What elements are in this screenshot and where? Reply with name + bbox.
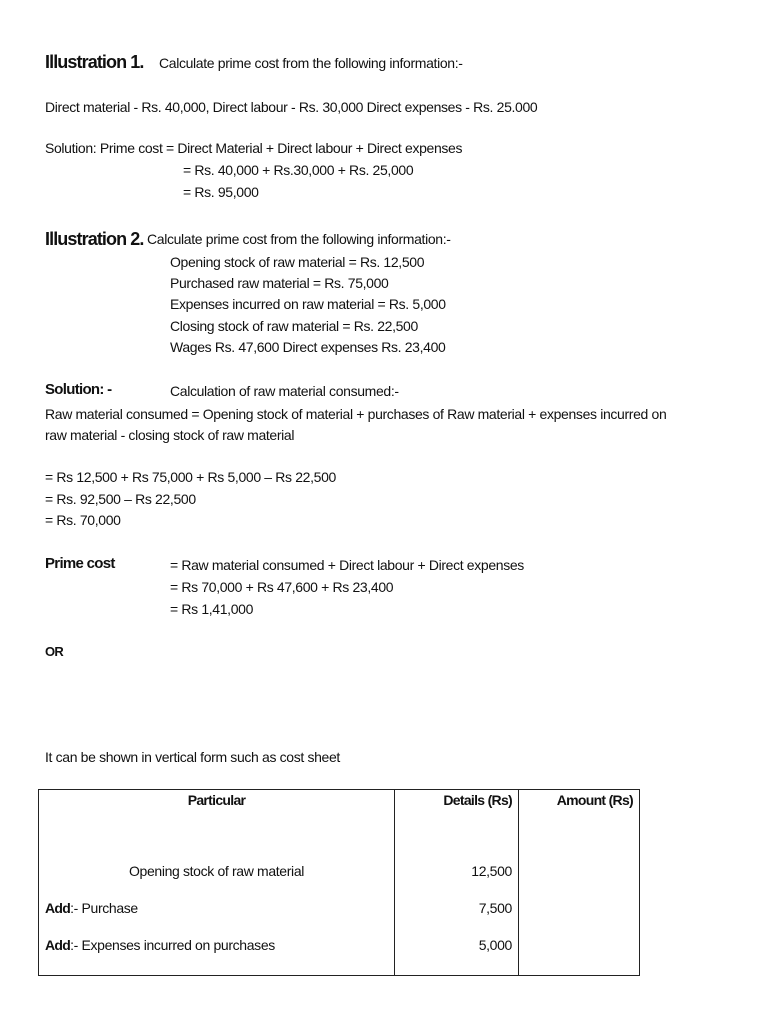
amount-cell [519,852,640,889]
column-header-particular: Particular [39,790,395,853]
table-row [39,889,640,926]
prime-cost-line: = Rs 70,000 + Rs 47,600 + Rs 23,400 [170,579,394,595]
add-prefix: Add [45,899,71,916]
amount-cell [519,889,640,926]
prime-cost-line: = Raw material consumed + Direct labour + Direct expenses [170,557,524,573]
particular-cell [39,889,395,926]
formula-line: Raw material consumed = Opening stock of material + purchases of Raw material + expenses incurred on [45,406,667,422]
row-label: :- Purchase [70,899,138,916]
particular-cell [39,852,395,889]
table-row [39,963,640,976]
calc-line: = Rs. 92,500 – Rs 22,500 [45,491,196,507]
solution-heading: Solution: - [45,381,112,398]
illustration-1-given: Direct material - Rs. 40,000, Direct labour - Rs. 30,000 Direct expenses - Rs. 25.000 [45,99,538,115]
details-cell: 7,500 [395,889,519,926]
given-item: Closing stock of raw material = Rs. 22,500 [170,318,418,334]
add-prefix: Add [45,936,71,953]
calc-line: = Rs. 70,000 [45,512,121,528]
prime-cost-line: = Rs 1,41,000 [170,601,254,617]
illustration-1-solution-line: Solution: Prime cost = Direct Material + Direct labour + Direct expenses [45,140,463,156]
table-row [39,852,640,889]
illustration-1-solution-line: = Rs. 95,000 [183,184,259,200]
illustration-1-prompt: Calculate prime cost from the following information:- [159,55,463,71]
given-item: Expenses incurred on raw material = Rs. 5,000 [170,296,446,312]
or-label: OR [45,644,64,659]
amount-cell [519,926,640,963]
details-cell: 5,000 [395,926,519,963]
calc-line: = Rs 12,500 + Rs 75,000 + Rs 5,000 – Rs 22,500 [45,469,336,485]
illustration-1-solution-line: = Rs. 40,000 + Rs.30,000 + Rs. 25,000 [183,162,414,178]
table-header-row [39,790,640,853]
formula-line: raw material - closing stock of raw material [45,427,295,443]
row-label: :- Expenses incurred on purchases [70,936,275,953]
prime-cost-heading: Prime cost [45,555,115,572]
illustration-2-heading: Illustration 2. [45,229,144,249]
vertical-form-note: It can be shown in vertical form such as cost sheet [45,749,340,765]
details-cell: 12,500 [395,852,519,889]
particular-cell [39,926,395,963]
cost-sheet-table [38,789,640,976]
illustration-2-prompt: Calculate prime cost from the following information:- [147,231,451,247]
table-row [39,926,640,963]
given-item: Opening stock of raw material = Rs. 12,500 [170,254,425,270]
row-label: Opening stock of raw material [128,862,305,879]
illustration-1-heading: Illustration 1. [45,52,144,72]
column-header-details: Details (Rs) [395,790,519,853]
column-header-amount: Amount (Rs) [519,790,640,853]
solution-title: Calculation of raw material consumed:- [170,383,399,399]
given-item: Wages Rs. 47,600 Direct expenses Rs. 23,400 [170,339,446,355]
given-item: Purchased raw material = Rs. 75,000 [170,275,389,291]
